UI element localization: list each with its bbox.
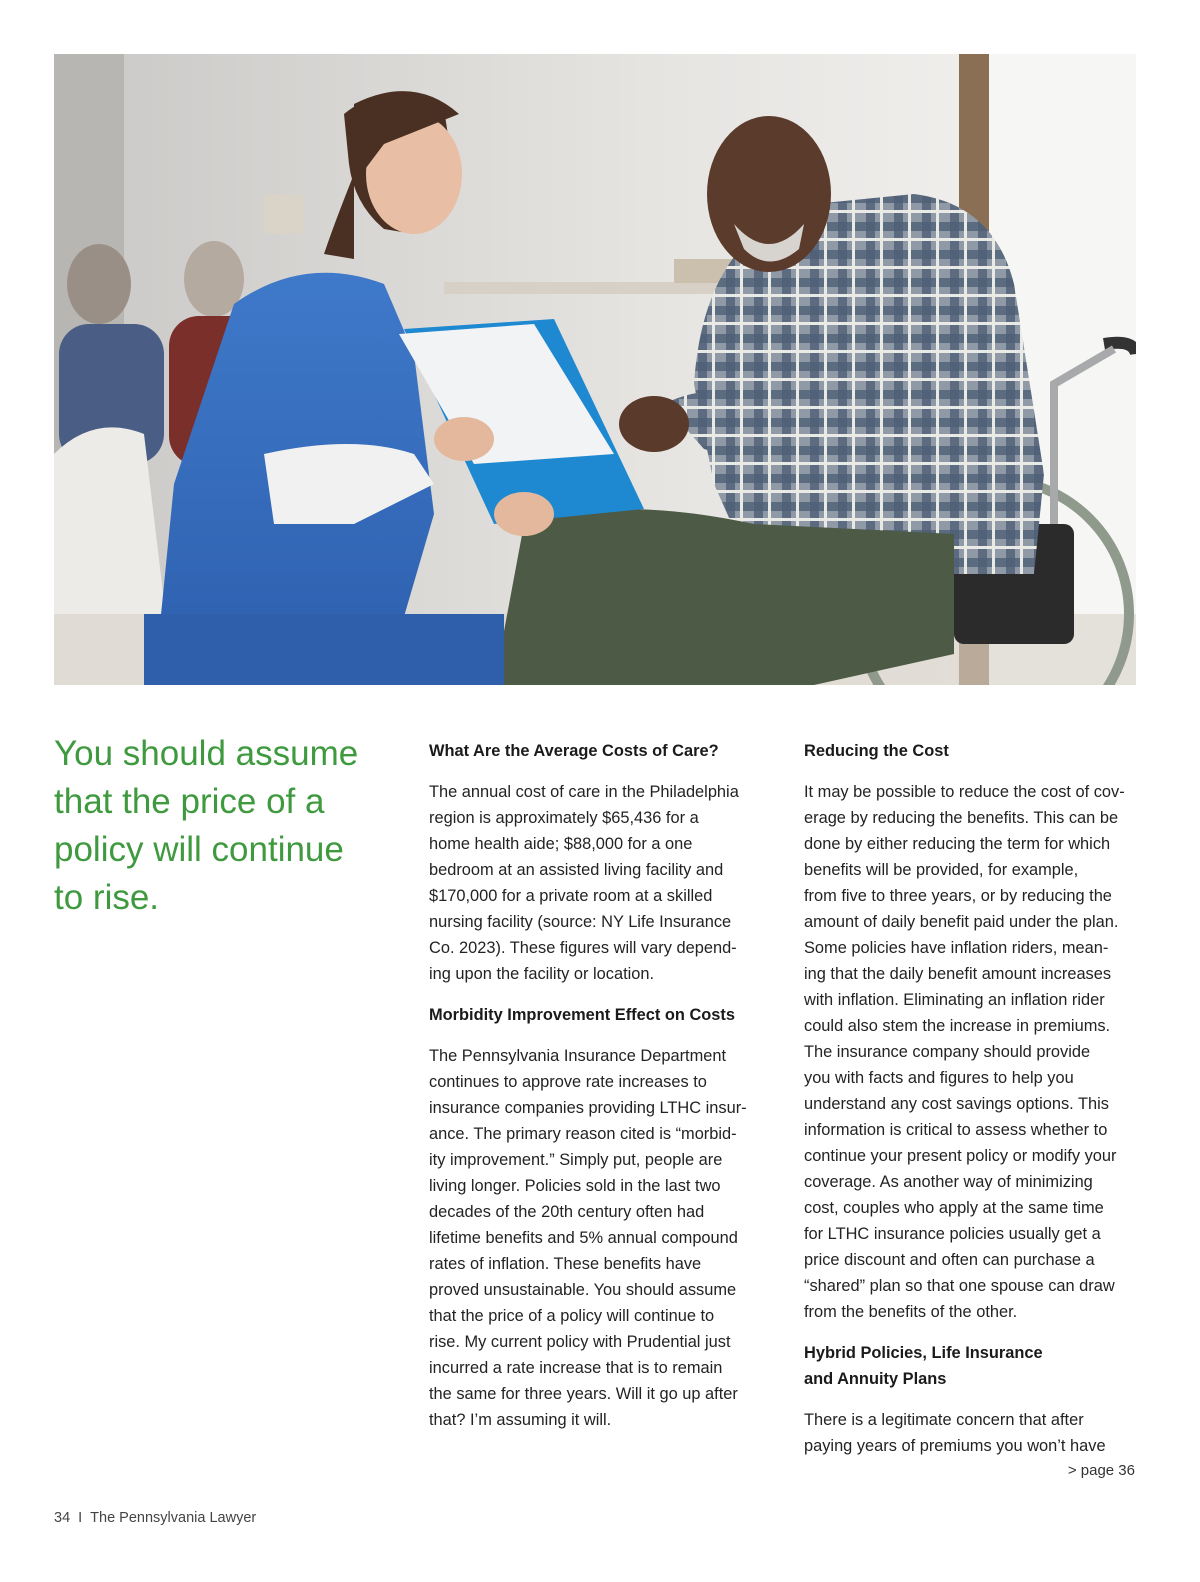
text-line: The insurance company should provide bbox=[804, 1043, 1091, 1061]
section-heading-reducing-cost: Reducing the Cost bbox=[804, 742, 949, 760]
text-line: for LTHC insurance policies usually get a bbox=[804, 1225, 1101, 1243]
text-line: ance. The primary reason cited is “morbid- bbox=[429, 1125, 737, 1143]
text-line: decades of the 20th century often had bbox=[429, 1203, 705, 1221]
paragraph-morbidity bbox=[429, 1043, 769, 1433]
text-line: could also stem the increase in premiums. bbox=[804, 1017, 1111, 1035]
text-line: living longer. Policies sold in the last two bbox=[429, 1177, 721, 1195]
text-line: incurred a rate increase that is to remain bbox=[429, 1359, 723, 1377]
text-line: price discount and often can purchase a bbox=[804, 1251, 1095, 1269]
text-line: ing upon the facility or location. bbox=[429, 965, 655, 983]
text-line: continues to approve rate increases to bbox=[429, 1073, 707, 1091]
text-line: information is critical to assess whether to bbox=[804, 1121, 1108, 1139]
text-line: understand any cost savings options. This bbox=[804, 1095, 1109, 1113]
text-line: home health aide; $88,000 for a one bbox=[429, 835, 693, 853]
text-line: Co. 2023). These figures will vary depend- bbox=[429, 939, 737, 957]
text-line: bedroom at an assisted living facility and bbox=[429, 861, 724, 879]
text-line: cost, couples who apply at the same time bbox=[804, 1199, 1104, 1217]
text-line: from five to three years, or by reducing the bbox=[804, 887, 1112, 905]
section-heading-morbidity: Morbidity Improvement Effect on Costs bbox=[429, 1006, 735, 1024]
pull-quote-line: policy will continue bbox=[54, 830, 344, 869]
text-line: lifetime benefits and 5% annual compound bbox=[429, 1229, 738, 1247]
text-line: “shared” plan so that one spouse can draw bbox=[804, 1277, 1115, 1295]
page-number: 34 bbox=[54, 1510, 71, 1526]
text-line: proved unsustainable. You should assume bbox=[429, 1281, 737, 1299]
text-line: erage by reducing the benefits. This can be bbox=[804, 809, 1119, 827]
text-line: insurance companies providing LTHC insur- bbox=[429, 1099, 747, 1117]
text-line: The annual cost of care in the Philadelphia bbox=[429, 783, 739, 801]
text-line: region is approximately $65,436 for a bbox=[429, 809, 699, 827]
text-line: benefits will be provided, for example, bbox=[804, 861, 1079, 879]
paragraph-reducing-cost bbox=[804, 779, 1140, 1325]
text-line: that? I’m assuming it will. bbox=[429, 1411, 612, 1429]
pull-quote-line: that the price of a bbox=[54, 782, 325, 821]
text-line: from the benefits of the other. bbox=[804, 1303, 1018, 1321]
article-photo bbox=[54, 54, 1136, 685]
text-line: ity improvement.” Simply put, people are bbox=[429, 1151, 723, 1169]
heading-line: Hybrid Policies, Life Insurance bbox=[804, 1344, 1043, 1362]
section-heading-hybrid-policies bbox=[804, 1340, 1140, 1392]
text-line: that the price of a policy will continue to bbox=[429, 1307, 715, 1325]
heading-line: and Annuity Plans bbox=[804, 1370, 947, 1388]
photo-nurse-with-patient-icon bbox=[54, 54, 1136, 685]
pull-quote-line: to rise. bbox=[54, 878, 160, 917]
footer-separator: I bbox=[78, 1510, 83, 1526]
text-line: rates of inflation. These benefits have bbox=[429, 1255, 702, 1273]
text-line: It may be possible to reduce the cost of cov- bbox=[804, 783, 1125, 801]
text-line: coverage. As another way of minimizing bbox=[804, 1173, 1093, 1191]
text-line: $170,000 for a private room at a skilled bbox=[429, 887, 713, 905]
text-line: with inflation. Eliminating an inflation rider bbox=[804, 991, 1105, 1009]
text-line: Some policies have inflation riders, mean- bbox=[804, 939, 1109, 957]
text-line: rise. My current policy with Prudential just bbox=[429, 1333, 731, 1351]
article-column-right bbox=[804, 738, 1140, 1474]
text-line: the same for three years. Will it go up after bbox=[429, 1385, 738, 1403]
paragraph-hybrid-policies bbox=[804, 1407, 1140, 1459]
publication-name: The Pennsylvania Lawyer bbox=[90, 1510, 257, 1526]
text-line: ing that the daily benefit amount increases bbox=[804, 965, 1112, 983]
section-heading-average-costs: What Are the Average Costs of Care? bbox=[429, 742, 719, 760]
text-line: nursing facility (source: NY Life Insurance bbox=[429, 913, 732, 931]
text-line: done by either reducing the term for which bbox=[804, 835, 1111, 853]
text-line: continue your present policy or modify your bbox=[804, 1147, 1117, 1165]
pull-quote-line: You should assume bbox=[54, 734, 359, 773]
text-line: you with facts and figures to help you bbox=[804, 1069, 1074, 1087]
text-line: There is a legitimate concern that after bbox=[804, 1411, 1084, 1429]
continued-on-page-link[interactable]: > page 36 bbox=[1067, 1462, 1135, 1479]
page-footer bbox=[54, 1510, 256, 1526]
pull-quote bbox=[54, 730, 384, 922]
text-line: amount of daily benefit paid under the plan. bbox=[804, 913, 1119, 931]
paragraph-average-costs bbox=[429, 779, 769, 987]
text-line: The Pennsylvania Insurance Department bbox=[429, 1047, 727, 1065]
article-column-middle bbox=[429, 738, 769, 1448]
text-line: paying years of premiums you won’t have bbox=[804, 1437, 1106, 1455]
